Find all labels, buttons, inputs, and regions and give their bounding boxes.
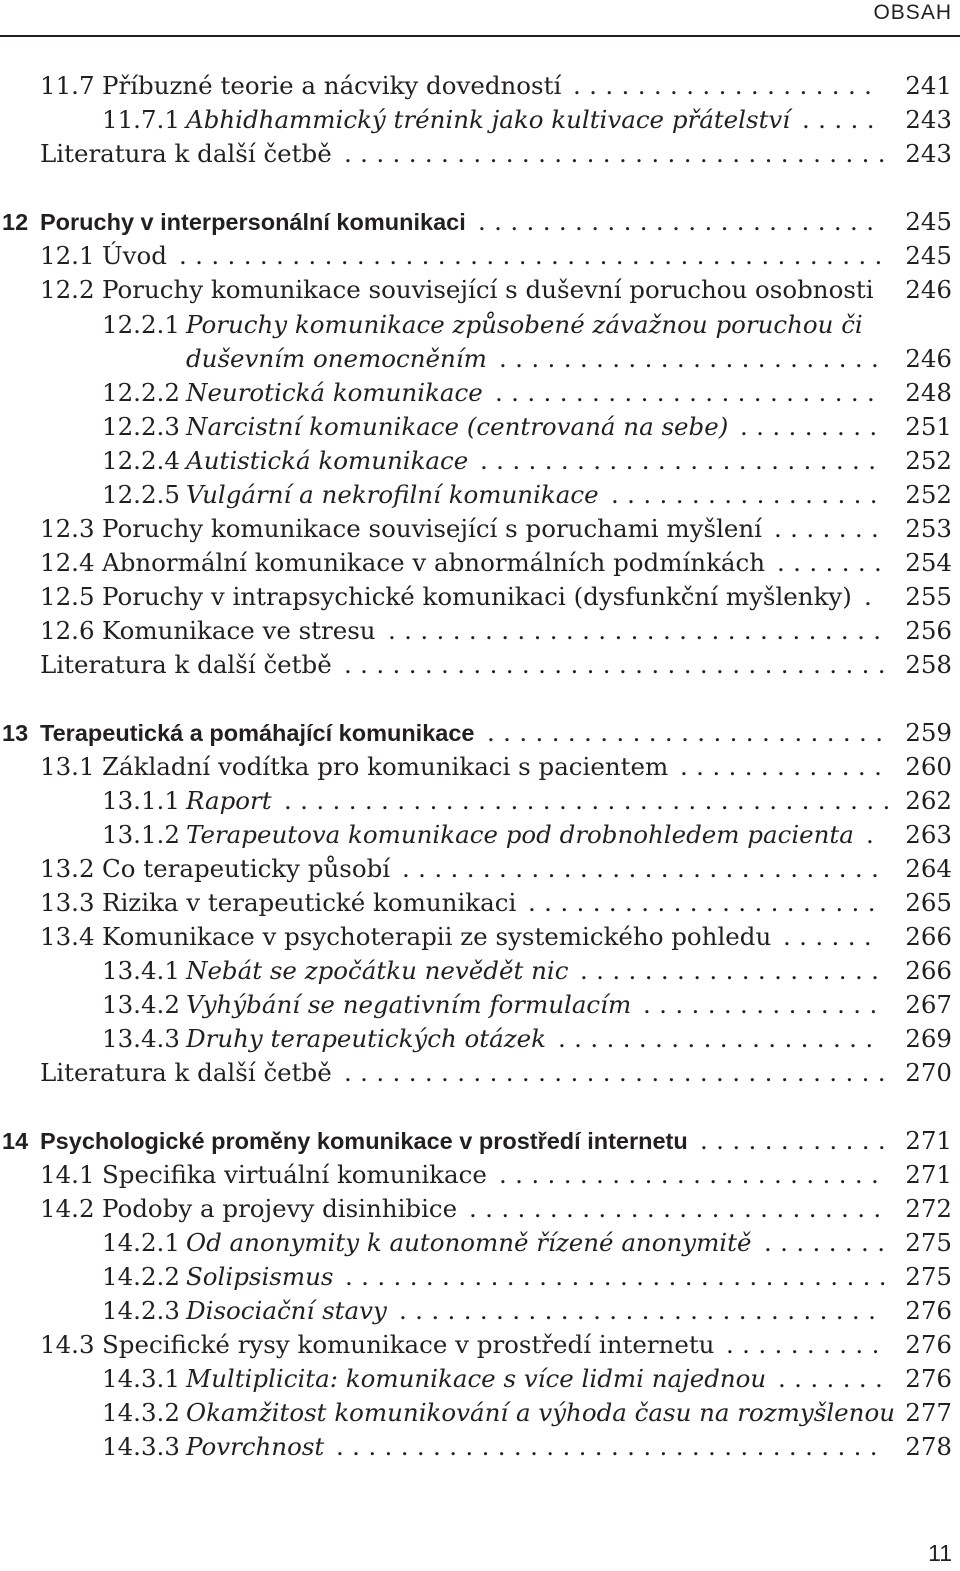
leader-dots: . (864, 582, 873, 611)
leader-dots: . . . . . . . . . . . . . . . . . . . . . . . . . . . . . . . . . . . . . . (284, 786, 891, 815)
entry-number: 11.7.1 (102, 105, 180, 134)
leader-dots: . . . . . . . . . . . . . . . . . . . . . . . . . . . . . . . . . . (345, 1262, 887, 1291)
leader-dots: . . . . . . . . . (740, 412, 878, 441)
leader-dots: . . . . . . . . . . . . . . . (643, 990, 878, 1019)
entry-page: 276 (905, 1364, 952, 1393)
leader-dots: . . . . . . . . . . . . . . . . . . . . . . . . . . . . . . (402, 854, 880, 883)
entry-number: 14.1 (40, 1160, 95, 1189)
entry-title: Psychologické proměny komunikace v prostředí internetu (40, 1128, 688, 1154)
leader-dots: . (866, 820, 875, 849)
entry-page: 243 (905, 105, 952, 134)
entry-title: Abnormální komunikace v abnormálních podmínkách (102, 548, 766, 577)
entry-page: 253 (905, 514, 952, 543)
toc-entry[interactable] (0, 1022, 960, 1056)
entry-title: Druhy terapeutických otázek (186, 1024, 546, 1053)
entry-title: Neurotická komunikace (186, 378, 483, 407)
entry-title: Autistická komunikace (186, 446, 469, 475)
entry-number: 13.1.2 (102, 820, 180, 849)
entry-title: Komunikace v psychoterapii ze systemického pohledu (102, 922, 772, 951)
leader-dots: . . . . . . . (774, 514, 880, 543)
entry-number: 14.2 (40, 1194, 95, 1223)
entry-number: 12.2.5 (102, 480, 180, 509)
toc-entry[interactable] (0, 1362, 960, 1396)
leader-dots: . . . . . . . . . . . . . . . . . . . . . . . . . . . . . . . . . . (344, 1058, 886, 1087)
leader-dots: . . . . . . . . . . . . . . . . . . . . . . (528, 888, 876, 917)
leader-dots: . . . . . . . . . . . . . . . . . . . (580, 956, 880, 985)
entry-title: Úvod (102, 241, 167, 270)
toc-entry[interactable] (0, 1192, 960, 1226)
toc-entry[interactable] (0, 1056, 960, 1090)
leader-dots: . . . . . (802, 105, 875, 134)
leader-dots: . . . . . . . . . . . . . . . . . . . . . . . . . . . . . . . . . . (336, 1432, 878, 1461)
entry-number: 14.2.2 (102, 1262, 180, 1291)
leader-dots: . . . . . . . . . . . . (700, 1126, 887, 1155)
entry-title: Rizika v terapeutické komunikaci (102, 888, 517, 917)
entry-page: 276 (905, 1330, 952, 1359)
entry-page: 256 (905, 616, 952, 645)
leader-dots: . . . . . . . . . . . . . . . . . . . . . . . . (499, 344, 880, 373)
toc-entry[interactable] (0, 1158, 960, 1192)
running-head: OBSAH (873, 1, 952, 24)
leader-dots: . . . . . . . . . . (726, 1330, 880, 1359)
entry-title: Specifika virtuální komunikace (102, 1160, 487, 1189)
entry-number: 12.2 (40, 275, 95, 304)
entry-page: 246 (905, 275, 952, 304)
toc-entry[interactable] (0, 716, 960, 750)
entry-page: 258 (905, 650, 952, 679)
entry-page: 278 (905, 1432, 952, 1461)
entry-number: 13.3 (40, 888, 95, 917)
entry-title: Poruchy v interpersonální komunikaci (40, 209, 466, 235)
entry-title: Komunikace ve stresu (102, 616, 376, 645)
entry-page: 275 (905, 1262, 952, 1291)
entry-page: 264 (905, 854, 952, 883)
leader-dots: . . . . . . . . (764, 1228, 886, 1257)
entry-page: 260 (905, 752, 952, 781)
entry-page: 263 (905, 820, 952, 849)
leader-dots: . . . . . . . . . . . . . . . . . . . . . . . . . . . . . . . (388, 616, 882, 645)
entry-page: 265 (905, 888, 952, 917)
toc-entry[interactable] (0, 920, 960, 954)
entry-number: 13.1.1 (102, 786, 180, 815)
leader-dots: . . . . . . . . . . . . . . . . . . . . . . . . . (478, 207, 875, 236)
entry-number: 13.4.2 (102, 990, 180, 1019)
entry-page: 248 (905, 378, 952, 407)
entry-number: 12.2.3 (102, 412, 180, 441)
entry-page: 252 (905, 446, 952, 475)
entry-page: 254 (905, 548, 952, 577)
entry-number: 12.2.4 (102, 446, 180, 475)
toc-entry[interactable] (0, 103, 960, 137)
entry-number: 13 (2, 720, 29, 746)
entry-number: 11.7 (40, 71, 95, 100)
toc-entry[interactable] (0, 1226, 960, 1260)
header-rule (0, 35, 960, 37)
toc-entry[interactable] (0, 137, 960, 171)
toc-entry[interactable] (0, 954, 960, 988)
entry-title: Poruchy komunikace způsobené závažnou poruchou či (186, 310, 863, 339)
toc-entry[interactable] (0, 580, 960, 614)
entry-title: Od anonymity k autonomně řízené anonymitě (186, 1228, 752, 1257)
entry-title: Literatura k další četbě (40, 139, 332, 168)
toc-entry[interactable] (0, 1294, 960, 1328)
entry-number: 12.5 (40, 582, 95, 611)
entry-page: 245 (905, 207, 952, 236)
leader-dots: . . . . . . . . . . . . . . . . . . . . . . . . (495, 378, 876, 407)
toc-entry[interactable] (0, 342, 960, 376)
entry-number: 14 (2, 1128, 29, 1154)
toc-entry[interactable] (0, 239, 960, 273)
leader-dots: . . . . . . . . . . . . . (680, 752, 883, 781)
toc-entry[interactable] (0, 478, 960, 512)
toc-entry[interactable] (0, 512, 960, 546)
leader-dots: . . . . . . . . . . . . . . . . . (611, 480, 878, 509)
entry-title: Disociační stavy (186, 1296, 387, 1325)
page-number: 11 (928, 1540, 952, 1566)
leader-dots: . . . . . . . . . . . . . . . . . . . . . . . . . . . . . . . . . . (344, 139, 886, 168)
toc-entry[interactable] (0, 1396, 960, 1430)
entry-page: 246 (905, 344, 952, 373)
entry-title: Poruchy komunikace související s duševní poruchou osobnosti (102, 275, 874, 304)
entry-title: Solipsismus (186, 1262, 334, 1291)
toc-entry[interactable] (0, 852, 960, 886)
entry-page: 255 (905, 582, 952, 611)
entry-page: 277 (905, 1398, 952, 1427)
leader-dots: . . . . . . . . . . . . . . . . . . . . (558, 1024, 874, 1053)
entry-title: Vyhýbání se negativním formulacím (186, 990, 632, 1019)
toc-entry[interactable] (0, 750, 960, 784)
toc-entry[interactable] (0, 205, 960, 239)
leader-dots: . . . . . . . (777, 548, 883, 577)
toc-entry[interactable] (0, 546, 960, 580)
entry-title: Multiplicita: komunikace s více lidmi najednou (186, 1364, 767, 1393)
entry-title: duševním onemocněním (186, 344, 487, 373)
entry-title: Podoby a projevy disinhibice (102, 1194, 458, 1223)
entry-number: 12.6 (40, 616, 95, 645)
toc-entry[interactable] (0, 988, 960, 1022)
entry-number: 14.3.1 (102, 1364, 180, 1393)
toc-entry[interactable] (0, 273, 960, 307)
entry-title: Poruchy v intrapsychické komunikaci (dysfunkční myšlenky) (102, 582, 852, 611)
leader-dots: . . . . . . (783, 922, 872, 951)
entry-number: 13.4 (40, 922, 95, 951)
entry-title: Poruchy komunikace související s poruchami myšlení (102, 514, 763, 543)
entry-page: 252 (905, 480, 952, 509)
entry-title: Abhidhammický trénink jako kultivace přátelství (186, 105, 791, 134)
toc-entry[interactable] (0, 784, 960, 818)
entry-number: 12 (2, 209, 29, 235)
entry-page: 269 (905, 1024, 952, 1053)
entry-number: 13.4.1 (102, 956, 180, 985)
toc-entry[interactable] (0, 1124, 960, 1158)
entry-title: Okamžitost komunikování a výhoda času na rozmyšlenou (186, 1398, 895, 1427)
leader-dots: . . . . . . . . . . . . . . . . . . . (573, 71, 873, 100)
entry-number: 12.3 (40, 514, 95, 543)
entry-number: 14.2.1 (102, 1228, 180, 1257)
leader-dots: . . . . . . . . . . . . . . . . . . . . . . . . . (480, 446, 877, 475)
entry-title: Vulgární a nekrofilní komunikace (186, 480, 599, 509)
toc-entry[interactable] (0, 1260, 960, 1294)
entry-title: Nebát se zpočátku nevědět nic (186, 956, 569, 985)
leader-dots: . . . . . . . (778, 1364, 884, 1393)
entry-title: Povrchnost (186, 1432, 325, 1461)
entry-page: 243 (905, 139, 952, 168)
leader-dots: . . . . . . . . . . . . . . . . . . . . . . . . . (487, 718, 884, 747)
entry-page: 267 (905, 990, 952, 1019)
entry-page: 266 (905, 922, 952, 951)
entry-number: 13.2 (40, 854, 95, 883)
entry-number: 14.3.3 (102, 1432, 180, 1461)
entry-number: 12.1 (40, 241, 95, 270)
entry-title: Terapeutická a pomáhající komunikace (40, 720, 475, 746)
entry-page: 245 (905, 241, 952, 270)
entry-title: Narcistní komunikace (centrovaná na sebe) (186, 412, 729, 441)
leader-dots: . . . . . . . . . . . . . . . . . . . . . . . . . . . . . . . . . . (344, 650, 886, 679)
toc-entry[interactable] (0, 614, 960, 648)
entry-page: 270 (905, 1058, 952, 1087)
toc-entry[interactable] (0, 376, 960, 410)
toc-entry[interactable] (0, 444, 960, 478)
entry-page: 262 (905, 786, 952, 815)
entry-number: 14.2.3 (102, 1296, 180, 1325)
entry-number: 14.3 (40, 1330, 95, 1359)
entry-page: 272 (905, 1194, 952, 1223)
entry-page: 276 (905, 1296, 952, 1325)
entry-number: 13.1 (40, 752, 95, 781)
entry-number: 14.3.2 (102, 1398, 180, 1427)
entry-page: 275 (905, 1228, 952, 1257)
toc-entry[interactable] (0, 886, 960, 920)
toc-entry[interactable] (0, 69, 960, 103)
toc-entry[interactable] (0, 308, 960, 342)
entry-title: Literatura k další četbě (40, 1058, 332, 1087)
entry-page: 266 (905, 956, 952, 985)
entry-title: Raport (186, 786, 272, 815)
toc-entry[interactable] (0, 818, 960, 852)
toc-entry[interactable] (0, 410, 960, 444)
toc-entry[interactable] (0, 1430, 960, 1464)
entry-number: 12.2.1 (102, 310, 180, 339)
leader-dots: . . . . . . . . . . . . . . . . . . . . . . . . . . . . . . . . . . . . . . . . . . . . (179, 241, 883, 270)
entry-page: 259 (905, 718, 952, 747)
entry-title: Co terapeuticky působí (102, 854, 391, 883)
entry-page: 271 (905, 1160, 952, 1189)
entry-title: Základní vodítka pro komunikaci s pacientem (102, 752, 669, 781)
leader-dots: . . . . . . . . . . . . . . . . . . . . . . . . . . . . . . (399, 1296, 877, 1325)
entry-title: Specifické rysy komunikace v prostředí internetu (102, 1330, 715, 1359)
toc-entry[interactable] (0, 648, 960, 682)
entry-number: 12.4 (40, 548, 95, 577)
entry-page: 241 (905, 71, 952, 100)
entry-page: 251 (905, 412, 952, 441)
entry-title: Literatura k další četbě (40, 650, 332, 679)
entry-number: 12.2.2 (102, 378, 180, 407)
leader-dots: . . . . . . . . . . . . . . . . . . . . . . . . . . (469, 1194, 882, 1223)
entry-title: Příbuzné teorie a nácviky dovedností (102, 71, 562, 100)
entry-number: 13.4.3 (102, 1024, 180, 1053)
leader-dots: . . . . . . . . . . . . . . . . . . . . . . . . (499, 1160, 880, 1189)
entry-page: 271 (905, 1126, 952, 1155)
entry-title: Terapeutova komunikace pod drobnohledem pacienta (186, 820, 854, 849)
toc-entry[interactable] (0, 1328, 960, 1362)
